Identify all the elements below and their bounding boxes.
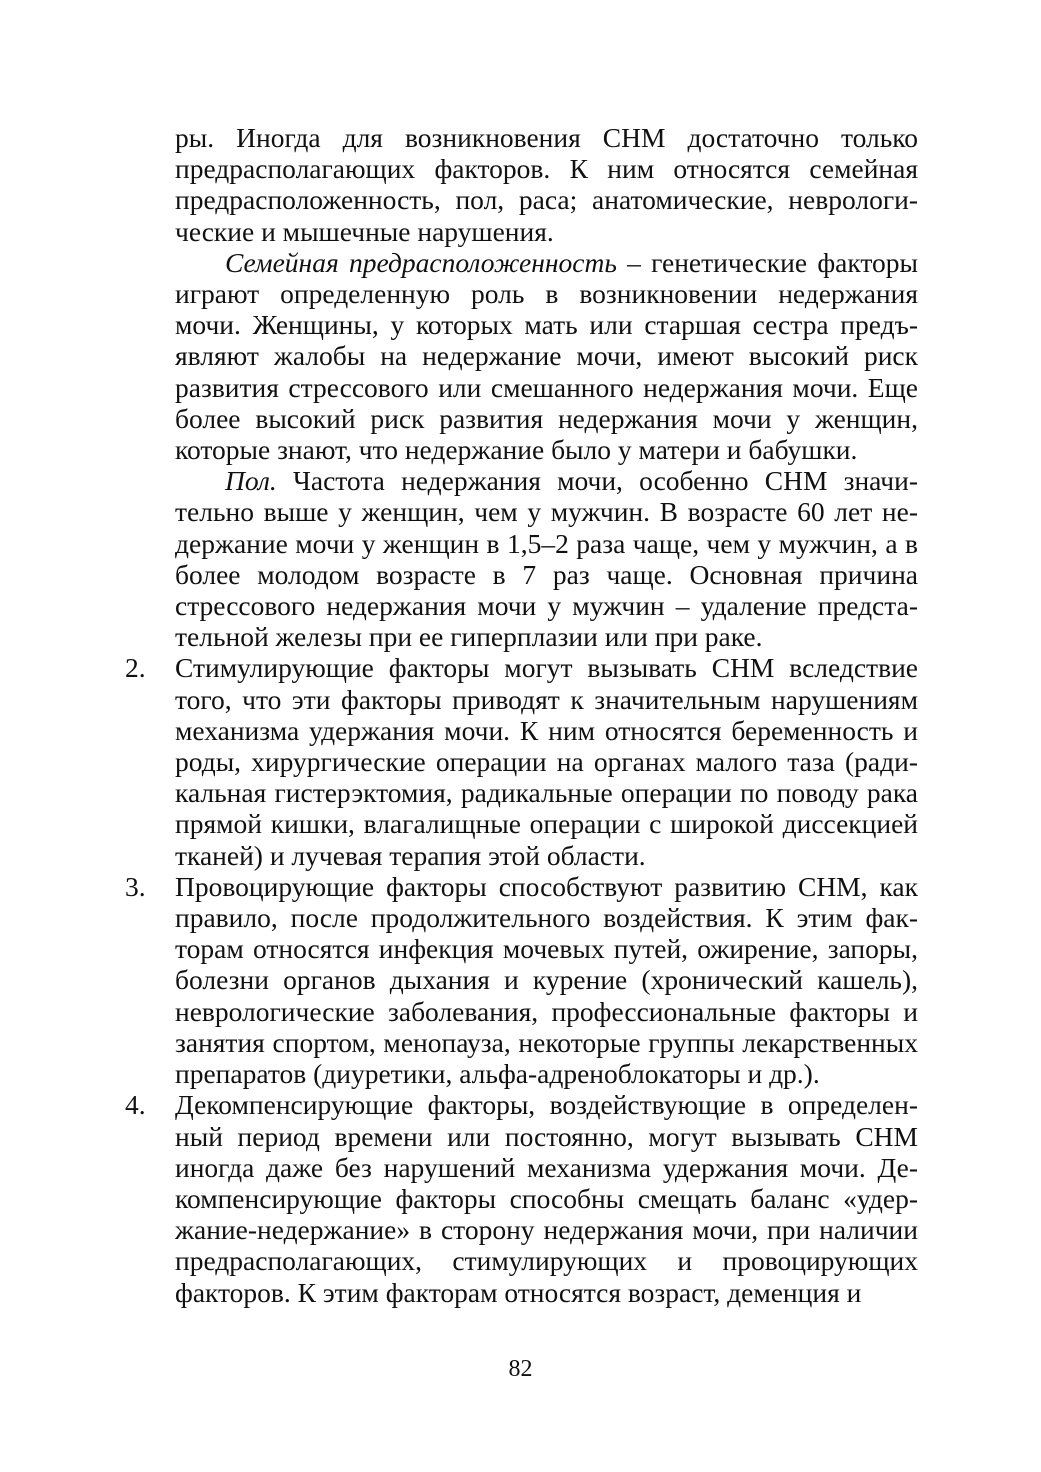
list-item xyxy=(125,652,918,871)
paragraph-sex-text: Частота недержания мочи, особенно СНМ значительно выше у женщин, чем у мужчин. В возрасте 60 лет недержание мочи у женщин в 1,5–2 раза чаще, чем у мужчин, а в более молодом возрасте в 7 раз чаще. Основная причина стрессового недержания мочи у мужчин – удаление предстательной железы при ее гиперплазии или при раке. xyxy=(175,465,918,653)
term-sex: Пол. xyxy=(225,465,277,497)
list-item xyxy=(125,1089,918,1308)
list-item-number: 3. xyxy=(125,870,146,902)
list-item xyxy=(125,870,918,1090)
page-number: 82 xyxy=(508,1356,533,1382)
list-item-text: Провоцирующие факторы способствуют развитию СНМ, как правило, после продолжительного воздействия. К этим факторам относятся инфекция мочевых путей, ожирение, запоры, болезни органов дыхания и курение (хронический кашель), неврологические заболевания, профессиональные факторы и занятия спортом, менопауза, некоторые группы лекарственных препаратов (диуретики, альфа-адреноблокаторы и др.). xyxy=(175,870,918,1090)
paragraph-family-predisposition xyxy=(175,247,918,465)
list-item-text: Декомпенсирующие факторы, воздействующие в определенный период времени или постоянно, могут вызывать СНМ иногда даже без нарушений механизма удержания мочи. Декомпенсирующие факторы способны смещать баланс «удержание-недержание» в сторону недержания мочи, при наличии предрасполагающих, стимулирующих и провоцирующих факторов. К этим факторам относятся возраст, деменция и xyxy=(175,1089,918,1308)
paragraph-sex xyxy=(175,465,918,652)
page-text xyxy=(125,122,918,1308)
paragraph-continuation: ры. Иногда для возникновения СНМ достаточно только предрасполагающих факторов. К ним относятся семейная предрасположенность, пол, раса; анатомические, неврологические и мышечные нарушения. xyxy=(175,122,918,247)
list-item-number: 2. xyxy=(125,652,146,684)
list-item-number: 4. xyxy=(125,1089,146,1121)
factor-list xyxy=(125,652,918,1308)
term-family-predisposition: Семейная предрасположенность xyxy=(225,246,617,278)
paragraph-family-text: – генетические факторы играют определенную роль в возникновении недержания мочи. Женщины, у которых мать или старшая сестра предъявляют жалобы на недержание мочи, имеют высокий риск развития стрессового или смешанного недержания мочи. Еще более высокий риск развития недержания мочи у женщин, которые знают, что недержание было у матери и бабушки. xyxy=(175,246,918,466)
list-item-text: Стимулирующие факторы могут вызывать СНМ вследствие того, что эти факторы приводят к значительным нарушениям механизма удержания мочи. К ним относятся беременность и роды, хирургические операции на органах малого таза (радикальная гистерэктомия, радикальные операции по поводу рака прямой кишки, влагалищные операции с широкой диссекцией тканей) и лучевая терапия этой области. xyxy=(175,652,918,871)
